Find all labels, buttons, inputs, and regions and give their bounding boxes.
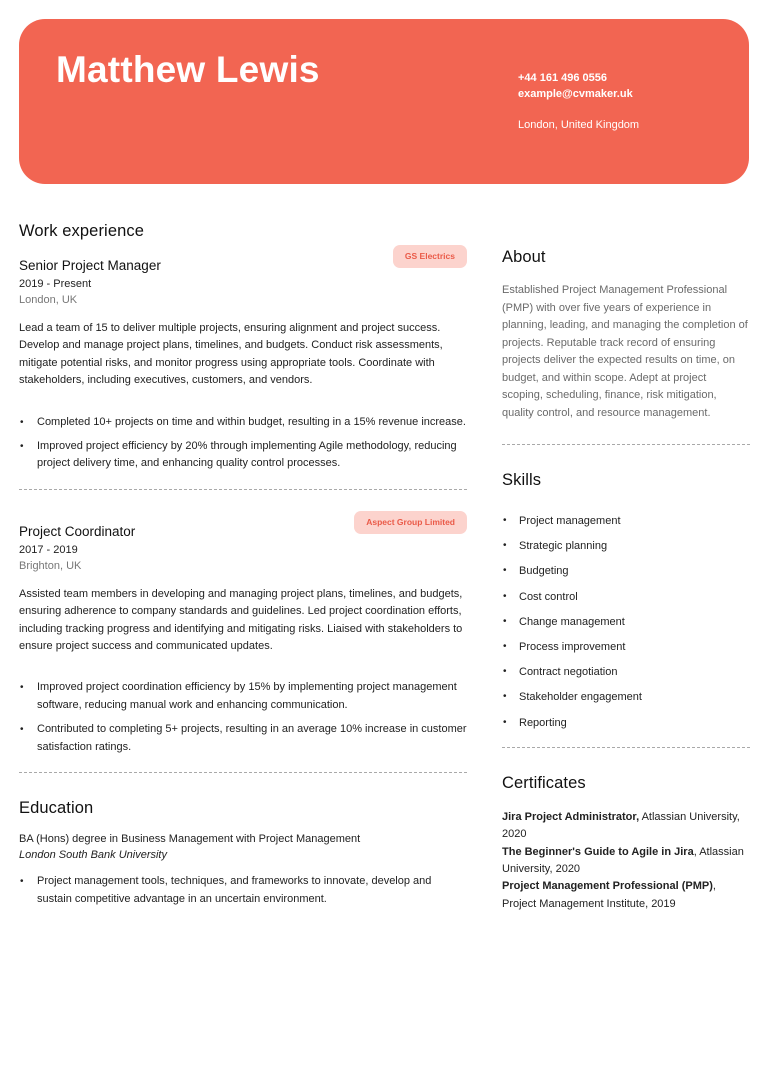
home-location: London, United Kingdom bbox=[518, 119, 640, 131]
job-location: Brighton, UK bbox=[19, 559, 82, 572]
skill-item: • Strategic planning bbox=[502, 539, 750, 564]
work-experience-heading: Work experience bbox=[19, 222, 145, 240]
certificate-issuer: , Project Management Institute, 2019 bbox=[502, 880, 716, 910]
resume-header bbox=[19, 19, 749, 184]
job-entry bbox=[19, 516, 467, 756]
skill-item: • Project management bbox=[502, 514, 750, 539]
job-dates: 2017 - 2019 bbox=[19, 543, 78, 556]
certificate-name: Jira Project Administrator, bbox=[502, 810, 640, 823]
job-title: Project Coordinator bbox=[19, 523, 136, 539]
skill-item: • Change management bbox=[502, 615, 750, 640]
skills-heading: Skills bbox=[502, 471, 542, 489]
email-address[interactable]: example@cvmaker.uk bbox=[518, 88, 633, 100]
certificate-item bbox=[502, 844, 750, 879]
right-column bbox=[502, 248, 750, 913]
job-location: London, UK bbox=[19, 294, 78, 306]
candidate-name: Matthew Lewis bbox=[56, 49, 320, 90]
certificates-heading: Certificates bbox=[502, 773, 586, 792]
phone-number[interactable]: +44 161 496 0556 bbox=[518, 72, 608, 84]
job-title: Senior Project Manager bbox=[19, 258, 161, 273]
certificate-item bbox=[502, 878, 750, 913]
company-badge: Aspect Group Limited bbox=[354, 511, 467, 534]
section-divider bbox=[502, 444, 750, 445]
achievement-item: • Contributed to completing 5+ projects, resulting in an average 10% increase in customer satisfaction ratings. bbox=[19, 721, 467, 756]
job-entry bbox=[19, 251, 467, 473]
education-heading: Education bbox=[19, 799, 94, 818]
education-list bbox=[19, 873, 467, 908]
left-column bbox=[19, 222, 467, 915]
education-school: London South Bank University bbox=[19, 849, 167, 862]
skill-item: • Stakeholder engagement bbox=[502, 690, 750, 715]
achievement-list bbox=[19, 679, 467, 756]
certificate-issuer: , Atlassian University, 2020 bbox=[502, 845, 744, 875]
education-degree: BA (Hons) degree in Business Management with Project Management bbox=[19, 833, 361, 846]
job-description: Lead a team of 15 to deliver multiple projects, ensuring alignment and project success. Develop and manage project plans, timelines, and budgets. Conduct risk assessments, mitigate potential risks, and monitor progress using appropriate tools. Coordinate with stakeholders, including executives, customers, and vendors. bbox=[19, 322, 443, 387]
job-dates: 2019 - Present bbox=[19, 278, 92, 290]
section-divider bbox=[19, 489, 467, 490]
achievement-item: • Improved project coordination efficiency by 15% by implementing project management software, reducing manual work and enhancing communication. bbox=[19, 679, 467, 714]
section-divider bbox=[19, 772, 467, 773]
achievement-item: • Completed 10+ projects on time and within budget, resulting in a 15% revenue increase. bbox=[19, 414, 467, 431]
certificate-item bbox=[502, 809, 750, 844]
skill-item: • Contract negotiation bbox=[502, 665, 750, 690]
contact-block bbox=[518, 70, 639, 133]
skill-item: • Process improvement bbox=[502, 640, 750, 665]
achievement-list bbox=[19, 414, 467, 473]
skills-list bbox=[502, 514, 750, 741]
certificate-name: The Beginner's Guide to Agile in Jira bbox=[502, 845, 694, 858]
company-badge: GS Electrics bbox=[393, 245, 467, 268]
skill-item: • Cost control bbox=[502, 590, 750, 615]
certificate-name: Project Management Professional (PMP) bbox=[502, 880, 713, 893]
education-item: • Project management tools, techniques, and frameworks to innovate, develop and sustain competitive advantage in an uncertain environment. bbox=[19, 873, 467, 908]
achievement-item: • Improved project efficiency by 20% through implementing Agile methodology, reducing project delivery time, and enhancing quality control processes. bbox=[19, 438, 467, 473]
job-description: Assisted team members in developing and managing project plans, timelines, and budgets, ensuring adherence to company standards and guidelines. Led project coordination efforts, including tracking progress and identifying and mitigating risks. Liaised with stakeholders to ensure project success and communicated updates. bbox=[19, 587, 463, 653]
skill-item: • Reporting bbox=[502, 716, 750, 741]
certificate-issuer: Atlassian University, 2020 bbox=[502, 810, 740, 841]
skill-item: • Budgeting bbox=[502, 564, 750, 589]
about-text: Established Project Management Professional (PMP) with over five years of experience in planning, leading, and managing the completion of projects. Reputable track record of ensuring projects deliver the expected results on time, on budget, and within scope. Adept at project scoping, scheduling, finance, risk mitigation, quality control, and resource management. bbox=[502, 284, 748, 419]
section-divider bbox=[502, 747, 750, 748]
about-heading: About bbox=[502, 248, 546, 266]
